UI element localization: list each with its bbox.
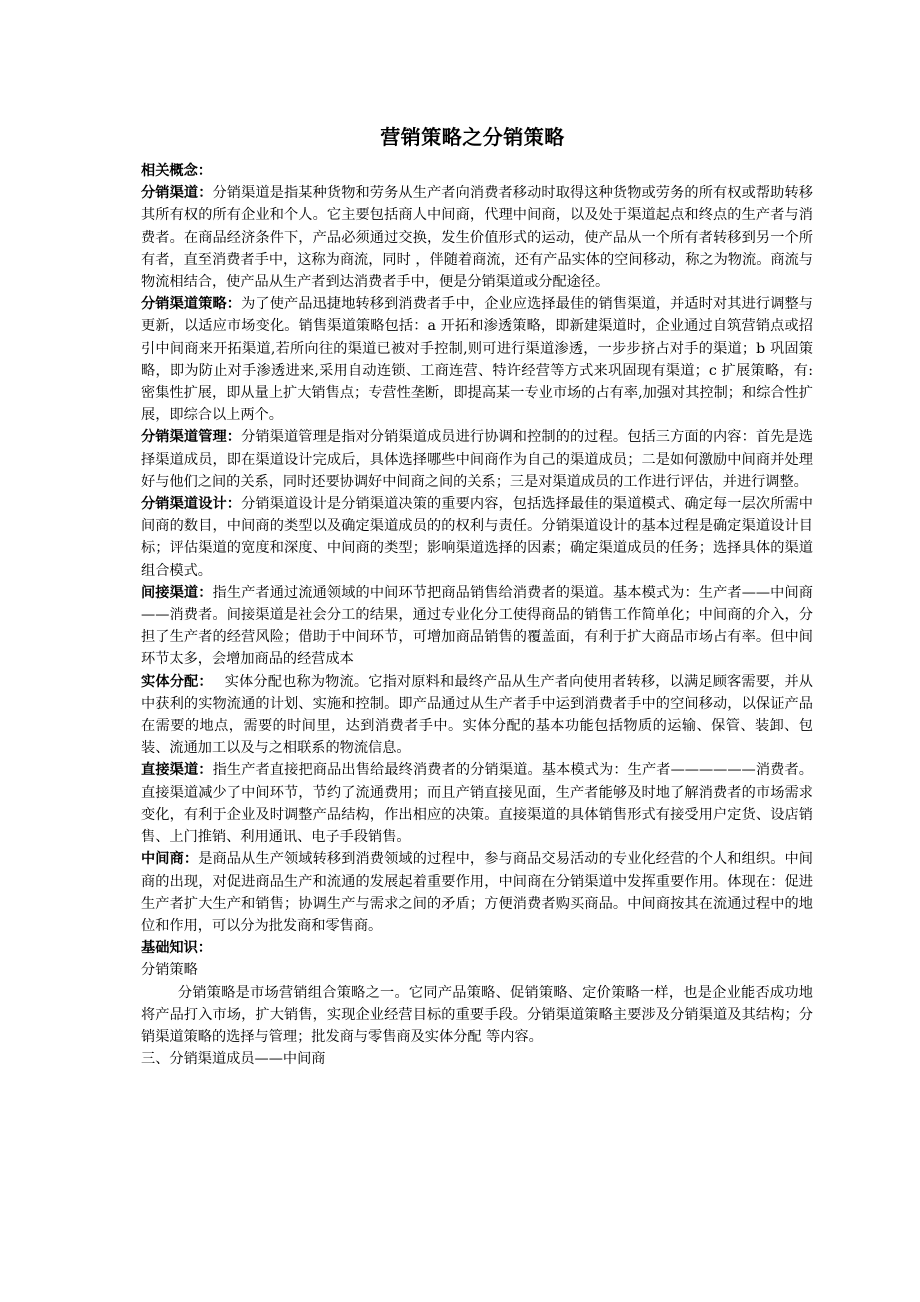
definition-text: 实体分配也称为物流。它指对原料和最终产品从生产者向使用者转移，以满足顾客需要，并从中获利的实物流通的计划、实施和控制。即产品通过从生产者手中运到消费者手中的空间移动，以保证产品在需要的地点，需要的时间里，达到消费者手中。实体分配的基本功能包括物质的运输、保管、装卸、包装、流通加工以及与之相联系的物流信息。	[141, 673, 813, 757]
definition-term: 分销渠道策略：	[141, 296, 242, 313]
definition-text: 为了使产品迅捷地转移到消费者手中，企业应选择最佳的销售渠道，并适时对其进行调整与更新，以适应市场变化。销售渠道策略包括：a 开拓和渗透策略，即新建渠道时，企业通过自筑营销点或招引中间商来开拓渠道,若所向往的渠道已被对手控制,则可进行渠道渗透，一步步挤占对手的渠道；b 巩固策略，即为防止对手渗透进来,采用自动连锁、工商连营、特许经营等方式来巩固现有渠道；c 扩展策略，有: 密集性扩展，即从量上扩大销售点；专营性垄断，即提高某一专业市场的占有率,加强对其控制；和综合性扩展，即综合以上两个。	[141, 296, 813, 424]
basics-paragraph: 分销策略是市场营销组合策略之一。它同产品策略、促销策略、定价策略一样，也是企业能否成功地将产品打入市场，扩大销售，实现企业经营目标的重要手段。分销渠道策略主要涉及分销渠道及其结构；分销渠道策略的选择与管理；批发商与零售商及实体分配 等内容。	[141, 984, 813, 1045]
definition-term: 分销渠道：	[141, 185, 213, 202]
definition-paragraph	[141, 182, 813, 293]
section-three-heading: 三、分销渠道成员——中间商	[141, 1051, 326, 1068]
definition-text: 分销渠道是指某种货物和劳务从生产者向消费者移动时取得这种货物或劳务的所有权或帮助转移其所有权的所有企业和个人。它主要包括商人中间商，代理中间商，以及处于渠道起点和终点的生产者与消费者。在商品经济条件下，产品必须通过交换，发生价值形式的运动，使产品从一个所有者转移到另一个所有者，直至消费者手中，这称为商流，同时 ，伴随着商流，还有产品实体的空间移动，称之为物流。商流与物流相结合，使产品从生产者到达消费者手中，便是分销渠道或分配途径。	[141, 185, 813, 291]
page-title: 营销策略之分销策略	[380, 125, 565, 149]
definition-paragraph	[141, 426, 813, 493]
basics-subheading: 分销策略	[141, 962, 198, 979]
definition-text: 是商品从生产领域转移到消费领域的过程中，参与商品交易活动的专业化经营的个人和组织。中间商的出现，对促进商品生产和流通的发展起着重要作用，中间商在分销渠道中发挥重要作用。体现在：促进生产者扩大生产和销售；协调生产与需求之间的矛盾；方便消费者购买商品。中间商按其在流通过程中的地位和作用，可以分为批发商和零售商。	[141, 851, 813, 934]
definition-term: 实体分配：	[141, 673, 206, 690]
definition-paragraph	[141, 671, 813, 760]
definition-paragraph	[141, 848, 813, 937]
basics-heading: 基础知识：	[141, 940, 212, 957]
definition-text: 分销渠道管理是指对分销渠道成员进行协调和控制的的过程。包括三方面的内容：首先是选择渠道成员，即在渠道设计完成后，具体选择哪些中间商作为自己的渠道成员；二是如何激励中间商并处理好与他们之间的关系，同时还要协调好中间商之间的关系；三是对渠道成员的工作进行评估，并进行调整。	[141, 429, 813, 490]
definition-term: 分销渠道设计：	[141, 496, 242, 513]
definition-text: 指生产者通过流通领域的中间环节把商品销售给消费者的渠道。基本模式为：生产者——中间商——消费者。间接渠道是社会分工的结果，通过专业化分工使得商品的销售工作简单化；中间商的介入，分担了生产者的经营风险；借助于中间环节，可增加商品销售的覆盖面，有利于扩大商品市场占有率。但中间环节太多，会增加商品的经营成本	[141, 584, 813, 668]
definition-paragraph	[141, 759, 813, 848]
definition-paragraph	[141, 493, 813, 582]
definition-term: 间接渠道：	[141, 584, 213, 601]
definition-term: 中间商：	[141, 851, 199, 868]
definition-text: 指生产者直接把商品出售给最终消费者的分销渠道。基本模式为：生产者——————消费者。直接渠道减少了中间环节，节约了流通费用；而且产销直接见面，生产者能够及时地了解消费者的市场需求变化，有利于企业及时调整产品结构，作出相应的决策。直接渠道的具体销售形式有接受用户定货、设店销售、上门推销、利用通讯、电子手段销售。	[141, 762, 813, 846]
definition-term: 分销渠道管理：	[141, 429, 242, 446]
definition-paragraph	[141, 293, 813, 426]
definition-text: 分销渠道设计是分销渠道决策的重要内容，包括选择最佳的渠道模式、确定每一层次所需中间商的数目，中间商的类型以及确定渠道成员的的权利与责任。分销渠道设计的基本过程是确定渠道设计目标；评估渠道的宽度和深度、中间商的类型；影响渠道选择的因素；确定渠道成员的任务；选择具体的渠道组合模式。	[141, 496, 813, 579]
document-body	[141, 160, 813, 1070]
concepts-heading: 相关概念：	[141, 163, 212, 179]
definition-paragraph	[141, 582, 813, 671]
definition-term: 直接渠道：	[141, 762, 213, 779]
